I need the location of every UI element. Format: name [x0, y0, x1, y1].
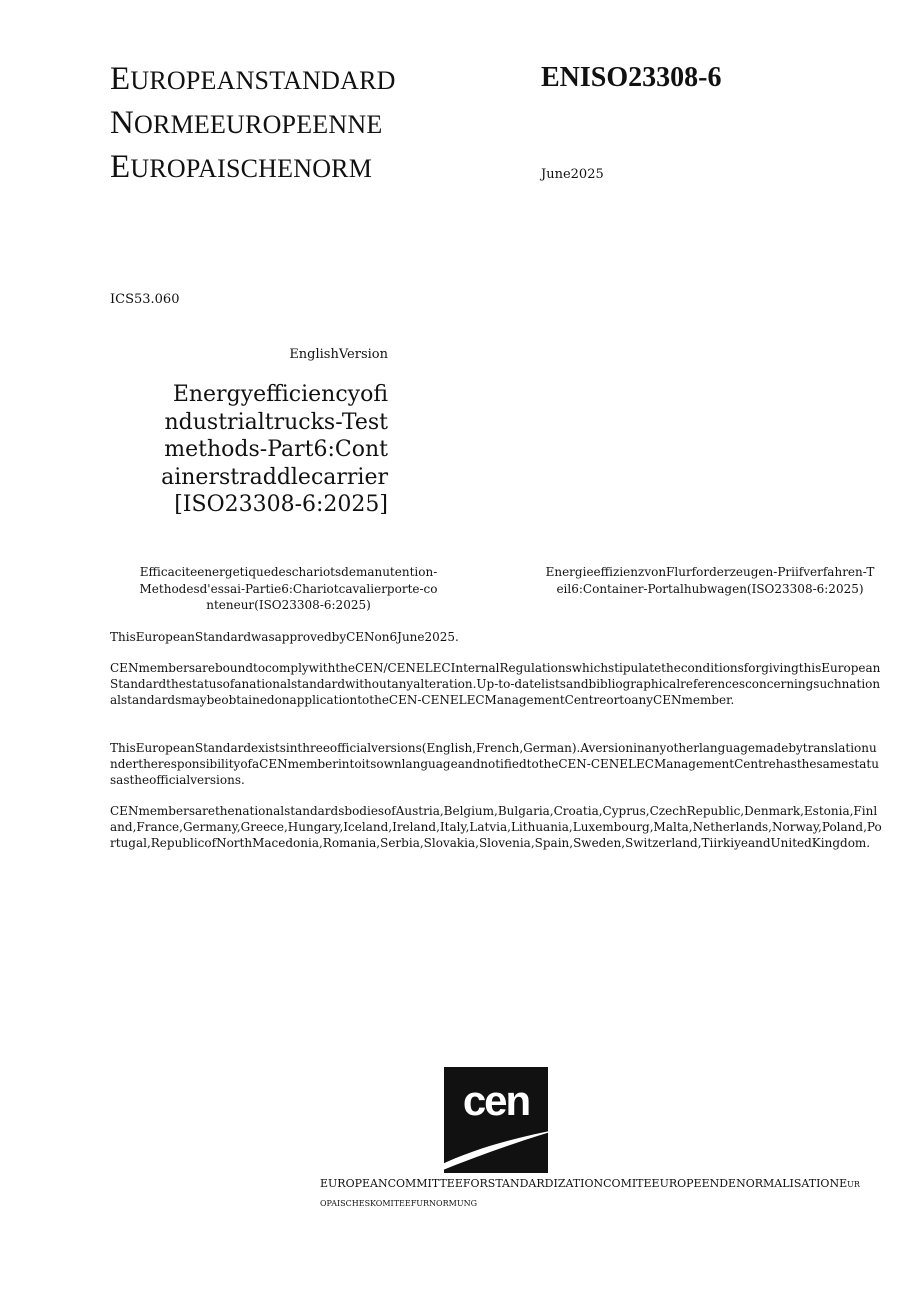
main-title: Energyefficiencyofindustrialtrucks-Testmethods-Part6:Containerstraddlecarrier[ISO23308-6:2025] [161, 382, 388, 517]
footer-committee-names: EUROPEANCOMMITTEEFORSTANDARDIZATIONCOMITEEUROPEENDENORMALISATIONEuropaischeskomiteefurnormung [320, 1177, 860, 1209]
title-english: EUROPEANSTANDARD [110, 61, 396, 97]
publication-date: June2025 [541, 167, 604, 182]
ics-code: ICS53.060 [110, 292, 180, 307]
cen-logo-text: cen [462, 1077, 530, 1124]
french-title: Efficaciteenergetiquedeschariotsdemanutention-Methodesd'essai-Partie6:Chariotcavalierporte-conteneur(ISO23308-6:2025) [139, 565, 438, 612]
regulations-paragraph: CENmembersareboundtocomplywiththeCEN/CENELECInternalRegulationswhichstipulatetheconditionsforgivingthisEuropeanStandardthestatusofanationalstandardwithoutanyalteration.Up-to-datelistsandbibliographicalreferencesconcerningsuchnationalstandardsmaybeobtainedonapplicationtotheCEN-CENELECManagementCentreortoanyCENmember. [110, 661, 881, 708]
title-german: EUROPAISCHENORM [110, 149, 373, 185]
versions-paragraph: ThisEuropeanStandardexistsinthreeofficialversions(English,French,German).AversioninanyotherlanguagemadebytranslationundertheresponsibilityofaCENmemberintoitsownlanguageandnotifiedtotheCEN-CENELECManagementCentrehasthesamestatusastheofficialversions. [110, 741, 879, 788]
version-label: EnglishVersion [289, 347, 388, 362]
approval-paragraph: ThisEuropeanStandardwasapprovedbyCENon6June2025. [110, 630, 459, 644]
german-title: EnergieeffizienzvonFlurforderzeugen-Priifverfahren-Teil6:Container-Portalhubwagen(ISO23308-6:2025) [545, 565, 875, 596]
title-french: NORMEEUROPEENNE [110, 105, 383, 141]
standard-code: ENISO23308-6 [541, 62, 722, 93]
cen-logo-graphic [430, 1067, 562, 1173]
members-paragraph: CENmembersarethenationalstandardsbodiesofAustria,Belgium,Bulgaria,Croatia,Cyprus,CzechRepublic,Denmark,Estonia,Finland,France,Germany,Greece,Hungary,Iceland,Ireland,Italy,Latvia,Lithuania,Luxembourg,Malta,Netherlands,Norway,Poland,Portugal,RepublicofNorthMacedonia,Romania,Serbia,Slovakia,Slovenia,Spain,Sweden,Switzerland,TiirkiyeandUnitedKingdom. [110, 804, 882, 851]
cen-logo [430, 1067, 562, 1173]
document-title-block [110, 58, 400, 190]
